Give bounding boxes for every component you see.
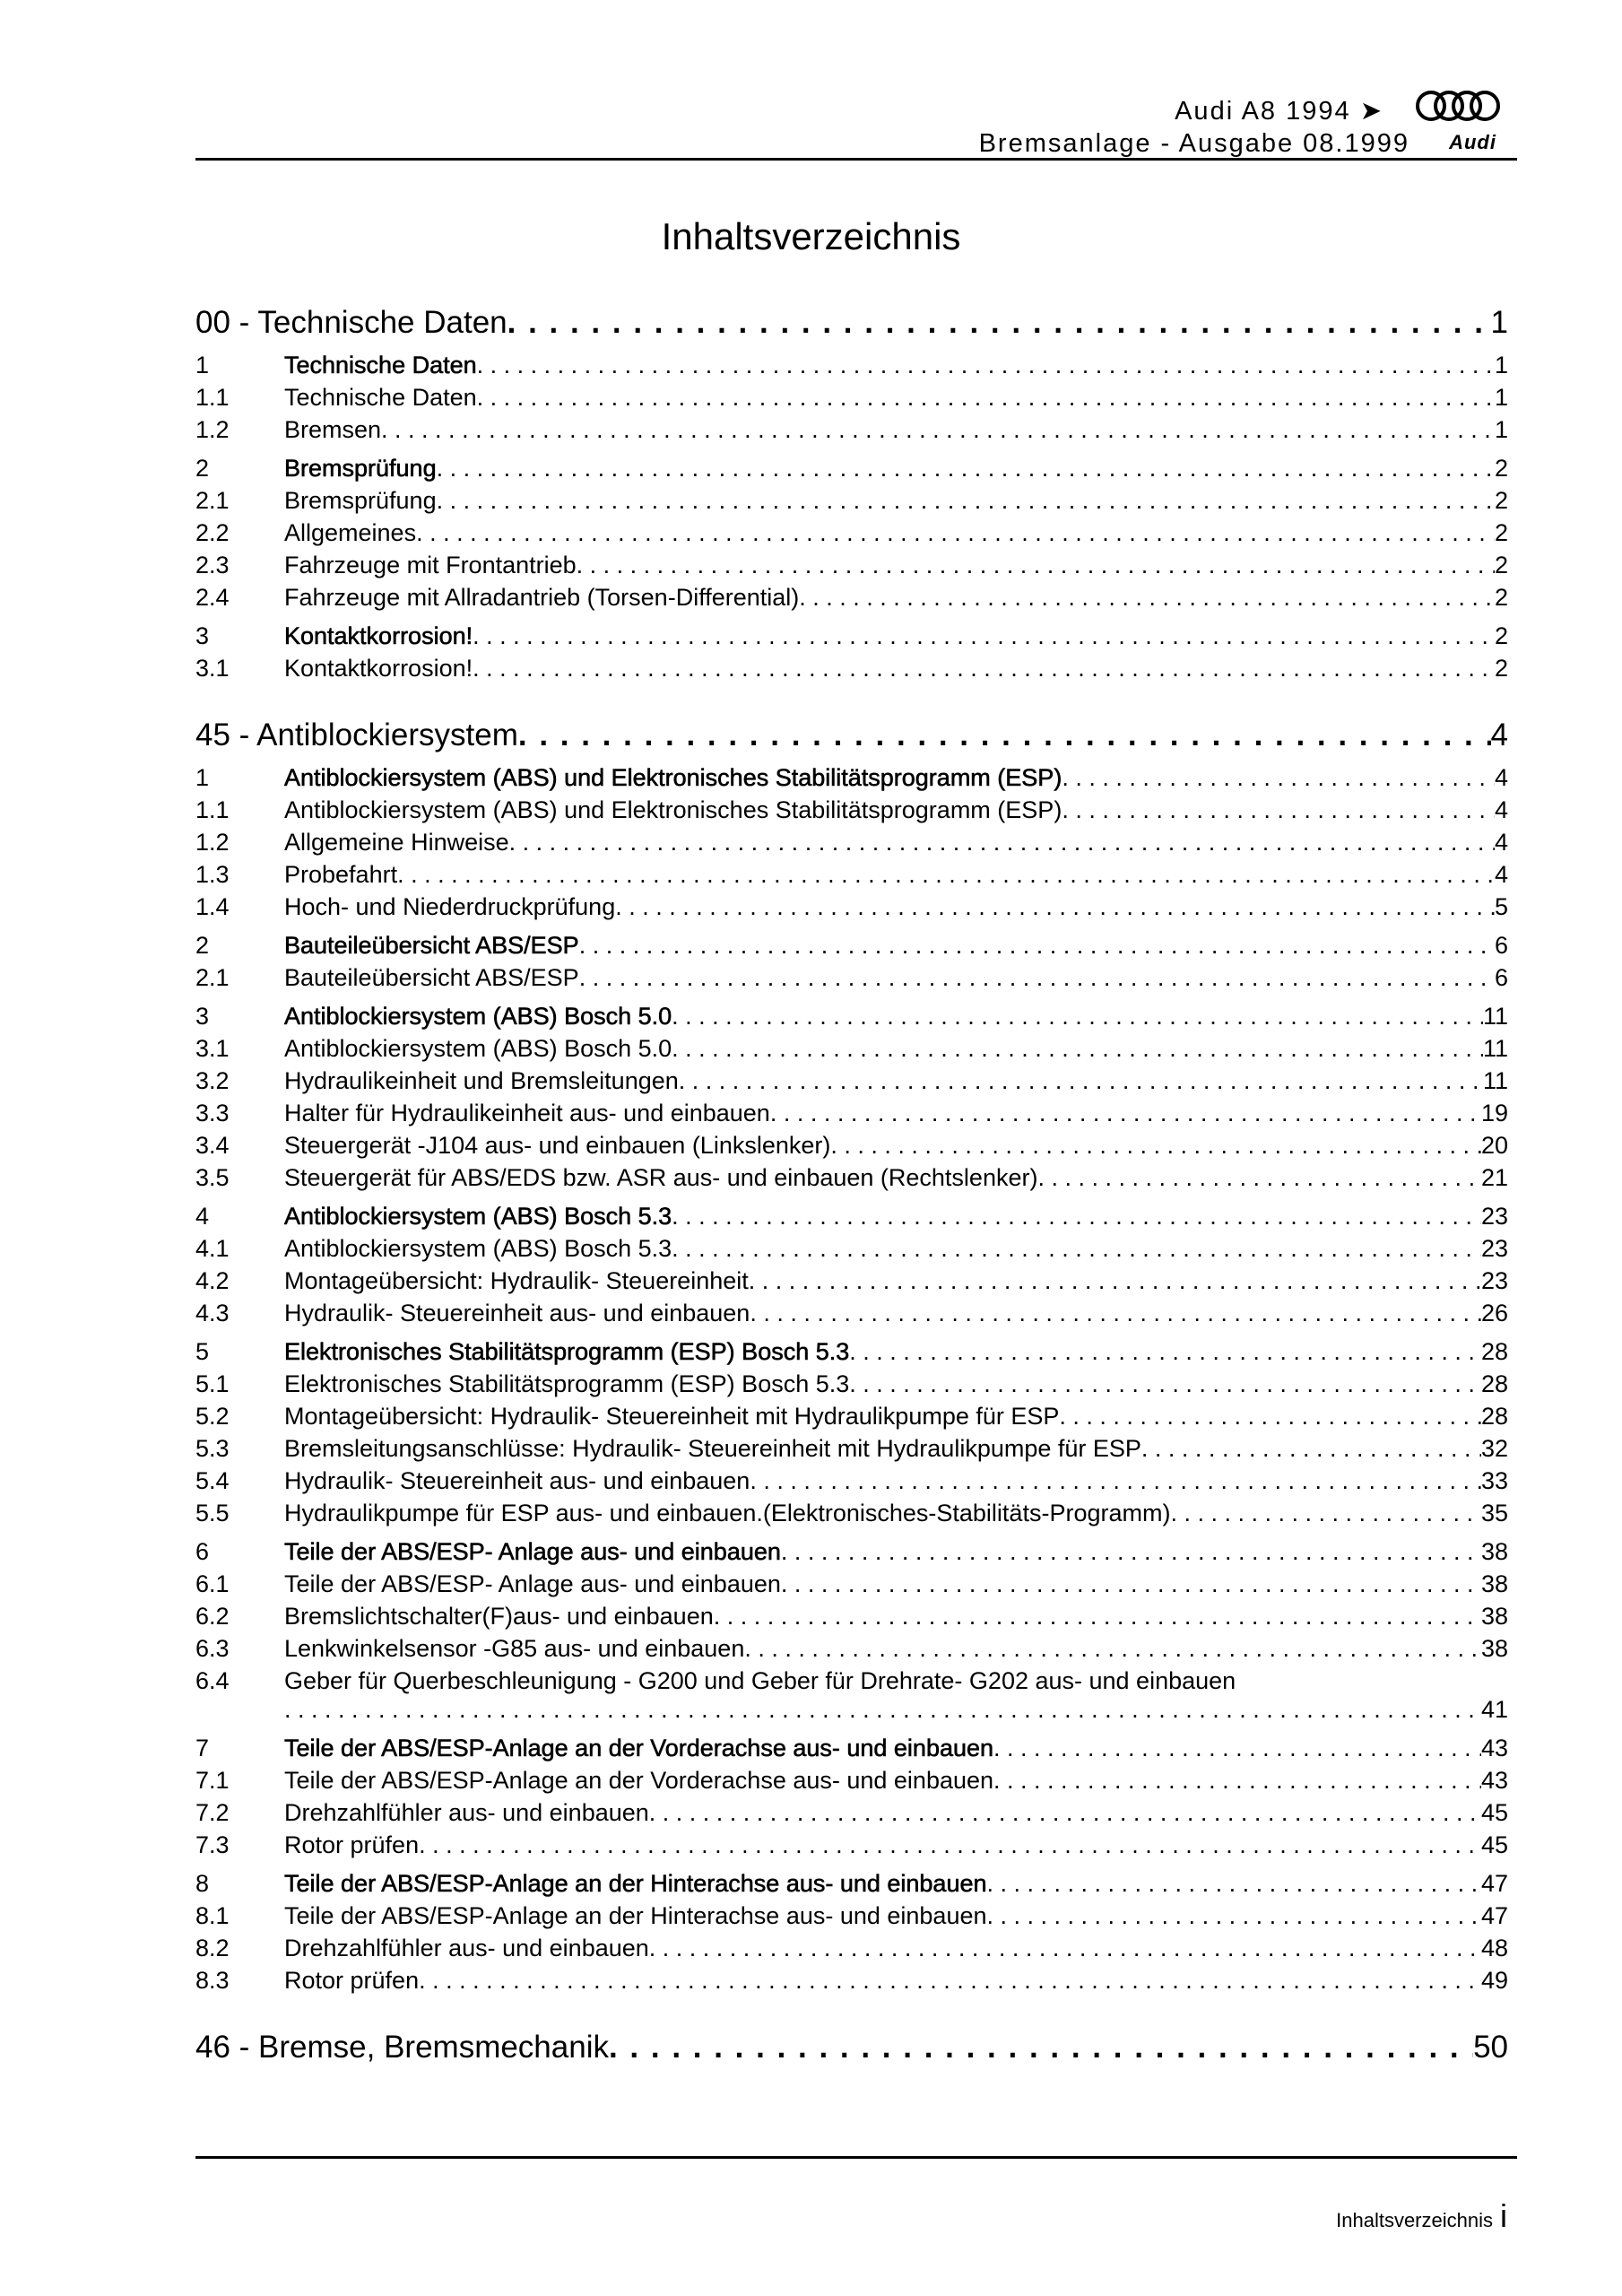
header-model: Audi A8 1994 ➤	[1175, 97, 1383, 126]
toc-leader-dots	[381, 416, 1495, 444]
toc-leader-dots	[507, 305, 1491, 341]
toc-item-label: Bremsprüfung	[284, 487, 437, 514]
toc-item-entry[interactable]	[195, 1267, 1508, 1300]
footer-label: Inhaltsverzeichnis	[1336, 2209, 1493, 2231]
toc-item-page: 45	[1480, 1799, 1508, 1826]
toc-leader-dots	[987, 1870, 1481, 1898]
toc-leader-dots	[830, 1132, 1481, 1160]
toc-section-page: 47	[1480, 1870, 1508, 1897]
toc-chapter-page: 4	[1490, 718, 1508, 752]
page-title: Inhaltsverzeichnis	[661, 215, 961, 257]
toc-leader-dots	[987, 1902, 1481, 1930]
toc-item-page: 2	[1494, 487, 1508, 514]
toc-item-number: 3.1	[195, 1035, 230, 1062]
toc-section-label: Antiblockiersystem (ABS) Bosch 5.0	[284, 1003, 672, 1030]
toc-section-entry[interactable]	[195, 1203, 1508, 1235]
toc-section-entry[interactable]	[195, 352, 1508, 384]
toc-leader-dots	[749, 1267, 1481, 1295]
toc-item-label: Halter für Hydraulikeinheit aus- und einbauen	[284, 1100, 770, 1126]
toc-section-number: 5	[195, 1338, 210, 1365]
toc-section-label: Teile der ABS/ESP-Anlage an der Hinterachse aus- und einbauen	[284, 1870, 987, 1897]
toc-item-page: 38	[1480, 1603, 1508, 1630]
toc-leader-dots	[609, 2030, 1473, 2066]
toc-item-number: 2.4	[195, 584, 230, 611]
toc-item-number: 5.3	[195, 1435, 230, 1462]
toc-item-number: 6.3	[195, 1635, 230, 1662]
toc-leader-dots	[849, 1338, 1481, 1366]
toc-item-page: 38	[1480, 1635, 1508, 1662]
toc-leader-dots	[1059, 1403, 1481, 1431]
toc-item-entry[interactable]	[195, 1067, 1508, 1100]
toc-item-number: 7.3	[195, 1831, 230, 1858]
toc-section-label: Elektronisches Stabilitätsprogramm (ESP) Bosch 5.3	[284, 1338, 850, 1365]
toc-section-entry[interactable]	[195, 1735, 1508, 1767]
toc-item-number: 7.1	[195, 1767, 230, 1794]
toc-leader-dots	[1170, 1500, 1481, 1527]
toc-leader-dots	[781, 1570, 1481, 1598]
toc-leader-dots	[744, 1635, 1481, 1663]
toc-leader-dots	[477, 384, 1495, 412]
toc-item-number: 4.2	[195, 1267, 230, 1294]
toc-section-number: 7	[195, 1735, 210, 1761]
toc-item-label: Montageübersicht: Hydraulik- Steuereinheit	[284, 1267, 749, 1294]
toc-item-label: Geber für Querbeschleunigung - G200 und Geber für Drehrate- G202 aus- und einbauen	[284, 1667, 1236, 1694]
toc-section-label: Teile der ABS/ESP- Anlage aus- und einbauen	[284, 1538, 781, 1565]
toc-item-label: Hydraulikeinheit und Bremsleitungen	[284, 1067, 679, 1094]
toc-item-label: Hydraulikpumpe für ESP aus- und einbauen.(Elektronisches-Stabilitäts-Programm)	[284, 1500, 1171, 1526]
toc-item-page: 5	[1494, 893, 1508, 920]
toc-section-number: 1	[195, 352, 210, 378]
toc-item-number: 5.5	[195, 1500, 230, 1526]
toc-item-label: Antiblockiersystem (ABS) Bosch 5.0	[284, 1035, 672, 1062]
toc-item-label: Hydraulik- Steuereinheit aus- und einbauen	[284, 1467, 750, 1494]
toc-item-entry[interactable]	[195, 1467, 1508, 1500]
toc-section-page: 4	[1494, 764, 1508, 791]
toc-section-entry[interactable]	[195, 455, 1508, 487]
toc-item-entry[interactable]	[195, 1435, 1508, 1467]
toc-item-page: 11	[1482, 1035, 1508, 1062]
toc-item-page: 2	[1494, 655, 1508, 682]
toc-item-entry[interactable]	[195, 1164, 1508, 1196]
toc-item-page: 43	[1480, 1767, 1508, 1794]
footer-divider	[195, 2156, 1517, 2159]
header-subtitle: Bremsanlage - Ausgabe 08.1999	[978, 129, 1409, 158]
toc-leader-dots	[437, 487, 1495, 515]
toc-chapter-entry[interactable]	[195, 305, 1508, 344]
toc-item-page: 41	[1480, 1696, 1508, 1723]
toc-item-number: 3.4	[195, 1132, 230, 1159]
toc-item-entry[interactable]	[195, 1603, 1508, 1635]
toc-item-entry[interactable]	[195, 1300, 1508, 1332]
toc-leader-dots	[1062, 796, 1495, 824]
toc-item-page: 11	[1482, 1067, 1508, 1094]
toc-item-page: 28	[1480, 1370, 1508, 1397]
toc-item-page: 23	[1480, 1267, 1508, 1294]
toc-chapter-entry[interactable]	[195, 718, 1508, 757]
toc-section-label: Antiblockiersystem (ABS) und Elektronisches Stabilitätsprogramm (ESP)	[284, 764, 1063, 791]
toc-item-number: 1.2	[195, 416, 230, 443]
page-header	[195, 88, 1517, 161]
toc-chapter-label: 46 - Bremse, Bremsmechanik	[195, 2030, 609, 2065]
toc-leader-dots	[679, 1067, 1483, 1095]
toc-item-label: Fahrzeuge mit Allradantrieb (Torsen-Differential)	[284, 584, 800, 611]
toc-item-label: Bauteileübersicht ABS/ESP	[284, 964, 579, 991]
toc-section-number: 6	[195, 1538, 210, 1565]
toc-leader-dots	[649, 1935, 1481, 1962]
toc-section-label: Technische Daten	[284, 352, 477, 378]
toc-item-number: 1.4	[195, 893, 230, 920]
toc-leader-dots	[672, 1203, 1481, 1231]
toc-item-entry[interactable]	[195, 1500, 1508, 1532]
chapter-gap	[195, 687, 1508, 709]
toc-item-label: Hoch- und Niederdruckprüfung	[284, 893, 616, 920]
toc-section-number: 1	[195, 764, 210, 791]
toc-item-page: 2	[1494, 584, 1508, 611]
toc-item-number: 1.1	[195, 796, 230, 823]
toc-item-number: 4.1	[195, 1235, 230, 1262]
toc-leader-dots	[849, 1370, 1481, 1398]
toc-leader-dots	[473, 622, 1495, 650]
toc-section-label: Antiblockiersystem (ABS) Bosch 5.3	[284, 1203, 672, 1230]
toc-item-entry[interactable]	[195, 584, 1508, 616]
toc-item-label: Antiblockiersystem (ABS) und Elektronisches Stabilitätsprogramm (ESP)	[284, 796, 1063, 823]
toc-section-label: Kontaktkorrosion!	[284, 622, 473, 649]
toc-chapter-label: 00 - Technische Daten	[195, 305, 507, 340]
toc-item-number: 5.4	[195, 1467, 230, 1494]
toc-item-label: Drehzahlfühler aus- und einbauen	[284, 1935, 649, 1961]
toc-section-entry[interactable]	[195, 764, 1508, 796]
toc-item-entry[interactable]	[195, 384, 1508, 416]
toc-section-page: 1	[1494, 352, 1508, 378]
toc-chapter-entry[interactable]	[195, 2030, 1508, 2069]
toc-leader-dots	[781, 1538, 1481, 1566]
toc-section-label: Bremsprüfung	[284, 455, 437, 482]
toc-item-label: Fahrzeuge mit Frontantrieb	[284, 552, 577, 578]
toc-leader-dots	[579, 932, 1495, 960]
toc-item-entry[interactable]	[195, 1370, 1508, 1403]
toc-section-number: 3	[195, 1003, 210, 1030]
toc-leader-dots	[577, 552, 1495, 579]
toc-leader-dots	[477, 352, 1495, 379]
toc-section-label: Bauteileübersicht ABS/ESP	[284, 932, 579, 959]
audi-rings-logo-icon	[1415, 88, 1503, 124]
toc-section-number: 8	[195, 1870, 210, 1897]
toc-item-entry[interactable]	[195, 796, 1508, 829]
toc-item-page: 20	[1480, 1132, 1508, 1159]
toc-leader-dots	[750, 1300, 1481, 1327]
toc-item-label: Allgemeine Hinweise	[284, 829, 509, 856]
toc-item-page: 32	[1480, 1435, 1508, 1462]
toc-item-number: 5.2	[195, 1403, 230, 1430]
toc-item-label: Kontaktkorrosion!	[284, 655, 473, 682]
toc-item-entry[interactable]	[195, 1831, 1508, 1864]
toc-item-number: 5.1	[195, 1370, 230, 1397]
toc-item-page: 45	[1480, 1831, 1508, 1858]
toc-leader-dots	[799, 584, 1495, 612]
toc-item-page: 35	[1480, 1500, 1508, 1526]
toc-item-number: 6.1	[195, 1570, 230, 1597]
toc-leader-dots	[672, 1035, 1483, 1063]
toc-item-entry[interactable]	[195, 829, 1508, 861]
toc-item-continuation[interactable]	[195, 1696, 1508, 1728]
toc-item-page: 26	[1480, 1300, 1508, 1326]
toc-leader-dots	[419, 1967, 1481, 1995]
toc-item-number: 8.2	[195, 1935, 230, 1961]
toc-item-entry[interactable]	[195, 1100, 1508, 1132]
toc-item-label: Bremsen	[284, 416, 382, 443]
toc-item-entry[interactable]	[195, 1570, 1508, 1603]
toc-item-number: 7.2	[195, 1799, 230, 1826]
toc-item-page: 1	[1494, 416, 1508, 443]
toc-item-entry[interactable]	[195, 1935, 1508, 1967]
toc-item-page: 47	[1480, 1902, 1508, 1929]
toc-item-number: 1.1	[195, 384, 230, 411]
toc-leader-dots	[672, 1003, 1483, 1031]
toc-item-page: 4	[1494, 829, 1508, 856]
toc-section-number: 2	[195, 932, 210, 959]
toc-item-entry[interactable]	[195, 893, 1508, 926]
toc-item-entry[interactable]	[195, 1667, 1508, 1696]
toc-item-label: Teile der ABS/ESP- Anlage aus- und einbauen	[284, 1570, 781, 1597]
toc-item-page: 19	[1480, 1100, 1508, 1126]
table-of-contents	[195, 305, 1508, 2069]
toc-leader-dots	[1062, 764, 1495, 792]
toc-item-label: Bremslichtschalter(F)aus- und einbauen	[284, 1603, 714, 1630]
toc-item-label: Teile der ABS/ESP-Anlage an der Hinterachse aus- und einbauen	[284, 1902, 987, 1929]
toc-item-number: 2.1	[195, 964, 230, 991]
toc-section-number: 3	[195, 622, 210, 649]
toc-section-entry[interactable]	[195, 1538, 1508, 1570]
header-divider	[195, 158, 1517, 161]
toc-section-entry[interactable]	[195, 1870, 1508, 1902]
toc-leader-dots	[397, 861, 1495, 889]
toc-item-label: Allgemeines	[284, 519, 417, 546]
toc-leader-dots	[579, 964, 1495, 992]
toc-item-label: Steuergerät für ABS/EDS bzw. ASR aus- und einbauen (Rechtslenker)	[284, 1164, 1038, 1191]
toc-item-label: Hydraulik- Steuereinheit aus- und einbauen	[284, 1300, 750, 1326]
toc-item-label: Drehzahlfühler aus- und einbauen	[284, 1799, 649, 1826]
audi-logo-word: Audi	[1449, 131, 1496, 153]
toc-item-label: Antiblockiersystem (ABS) Bosch 5.3	[284, 1235, 672, 1262]
toc-item-number: 8.3	[195, 1967, 230, 1994]
toc-item-page: 28	[1480, 1403, 1508, 1430]
toc-leader-dots	[993, 1767, 1481, 1795]
toc-item-entry[interactable]	[195, 487, 1508, 519]
toc-leader-dots	[473, 655, 1495, 683]
toc-leader-dots	[1141, 1435, 1481, 1463]
toc-item-page: 21	[1480, 1164, 1508, 1191]
toc-item-page: 6	[1494, 964, 1508, 991]
toc-leader-dots	[509, 829, 1495, 857]
toc-section-page: 28	[1480, 1338, 1508, 1365]
toc-item-number: 3.1	[195, 655, 230, 682]
toc-item-page: 49	[1480, 1967, 1508, 1994]
toc-leader-dots	[615, 893, 1495, 921]
toc-section-entry[interactable]	[195, 1338, 1508, 1370]
toc-section-page: 38	[1480, 1538, 1508, 1565]
toc-item-entry[interactable]	[195, 964, 1508, 996]
toc-item-entry[interactable]	[195, 1235, 1508, 1267]
toc-item-entry[interactable]	[195, 519, 1508, 552]
toc-item-number: 3.2	[195, 1067, 230, 1094]
toc-item-entry[interactable]	[195, 1767, 1508, 1799]
toc-item-number: 6.4	[195, 1667, 230, 1694]
toc-item-entry[interactable]	[195, 1035, 1508, 1067]
toc-leader-dots	[518, 718, 1491, 753]
toc-item-page: 4	[1494, 796, 1508, 823]
toc-item-page: 38	[1480, 1570, 1508, 1597]
toc-section-number: 4	[195, 1203, 210, 1230]
toc-item-entry[interactable]	[195, 1799, 1508, 1831]
toc-item-label: Montageübersicht: Hydraulik- Steuereinheit mit Hydraulikpumpe für ESP	[284, 1403, 1060, 1430]
toc-item-page: 2	[1494, 519, 1508, 546]
toc-section-entry[interactable]	[195, 1003, 1508, 1035]
toc-chapter-page: 50	[1473, 2030, 1508, 2065]
toc-leader-dots	[750, 1467, 1481, 1495]
toc-leader-dots	[672, 1235, 1481, 1263]
toc-chapter-label: 45 - Antiblockiersystem	[195, 718, 518, 752]
toc-item-number: 1.2	[195, 829, 230, 856]
toc-leader-dots	[437, 455, 1495, 483]
toc-item-page: 1	[1494, 384, 1508, 411]
toc-section-page: 23	[1480, 1203, 1508, 1230]
toc-item-label: Rotor prüfen	[284, 1967, 420, 1994]
toc-item-number: 8.1	[195, 1902, 230, 1929]
toc-item-page: 2	[1494, 552, 1508, 578]
toc-item-page: 33	[1480, 1467, 1508, 1494]
toc-leader-dots	[284, 1696, 1481, 1724]
toc-item-page: 23	[1480, 1235, 1508, 1262]
page-footer	[1336, 2197, 1507, 2235]
toc-leader-dots	[714, 1603, 1481, 1631]
toc-section-page: 2	[1494, 622, 1508, 649]
toc-item-number: 6.2	[195, 1603, 230, 1630]
toc-item-label: Bremsleitungsanschlüsse: Hydraulik- Steuereinheit mit Hydraulikpumpe für ESP	[284, 1435, 1141, 1462]
toc-item-number: 3.3	[195, 1100, 230, 1126]
toc-leader-dots	[770, 1100, 1481, 1127]
toc-item-entry[interactable]	[195, 1132, 1508, 1164]
toc-item-number: 2.3	[195, 552, 230, 578]
chapter-gap	[195, 1999, 1508, 2021]
toc-item-entry[interactable]	[195, 655, 1508, 687]
toc-item-label: Teile der ABS/ESP-Anlage an der Vorderachse aus- und einbauen	[284, 1767, 994, 1794]
toc-section-page: 6	[1494, 932, 1508, 959]
toc-leader-dots	[1037, 1164, 1480, 1192]
toc-item-number: 2.1	[195, 487, 230, 514]
toc-item-label: Steuergerät -J104 aus- und einbauen (Linkslenker)	[284, 1132, 831, 1159]
toc-leader-dots	[649, 1799, 1481, 1827]
toc-item-entry[interactable]	[195, 1403, 1508, 1435]
toc-item-number: 1.3	[195, 861, 230, 888]
toc-item-label: Lenkwinkelsensor -G85 aus- und einbauen	[284, 1635, 745, 1662]
toc-section-page: 2	[1494, 455, 1508, 482]
toc-item-entry[interactable]	[195, 1902, 1508, 1935]
toc-item-page: 48	[1480, 1935, 1508, 1961]
toc-leader-dots	[419, 1831, 1481, 1859]
toc-leader-dots	[993, 1735, 1481, 1762]
toc-section-page: 43	[1480, 1735, 1508, 1761]
toc-item-entry[interactable]	[195, 861, 1508, 893]
toc-item-entry[interactable]	[195, 1967, 1508, 1999]
toc-item-number: 3.5	[195, 1164, 230, 1191]
toc-item-number: 2.2	[195, 519, 230, 546]
toc-item-entry[interactable]	[195, 552, 1508, 584]
toc-item-entry[interactable]	[195, 1635, 1508, 1667]
toc-item-entry[interactable]	[195, 416, 1508, 448]
toc-chapter-page: 1	[1490, 305, 1508, 340]
toc-section-number: 2	[195, 455, 210, 482]
toc-section-entry[interactable]	[195, 932, 1508, 964]
toc-section-entry[interactable]	[195, 622, 1508, 655]
toc-section-page: 11	[1482, 1003, 1508, 1030]
toc-item-label: Rotor prüfen	[284, 1831, 420, 1858]
footer-page-number: i	[1500, 2197, 1507, 2234]
toc-leader-dots	[416, 519, 1495, 547]
toc-item-label: Elektronisches Stabilitätsprogramm (ESP) Bosch 5.3	[284, 1370, 850, 1397]
toc-item-label: Technische Daten	[284, 384, 477, 411]
toc-section-label: Teile der ABS/ESP-Anlage an der Vorderachse aus- und einbauen	[284, 1735, 994, 1761]
toc-item-page: 4	[1494, 861, 1508, 888]
toc-item-number: 4.3	[195, 1300, 230, 1326]
toc-item-label: Probefahrt	[284, 861, 398, 888]
